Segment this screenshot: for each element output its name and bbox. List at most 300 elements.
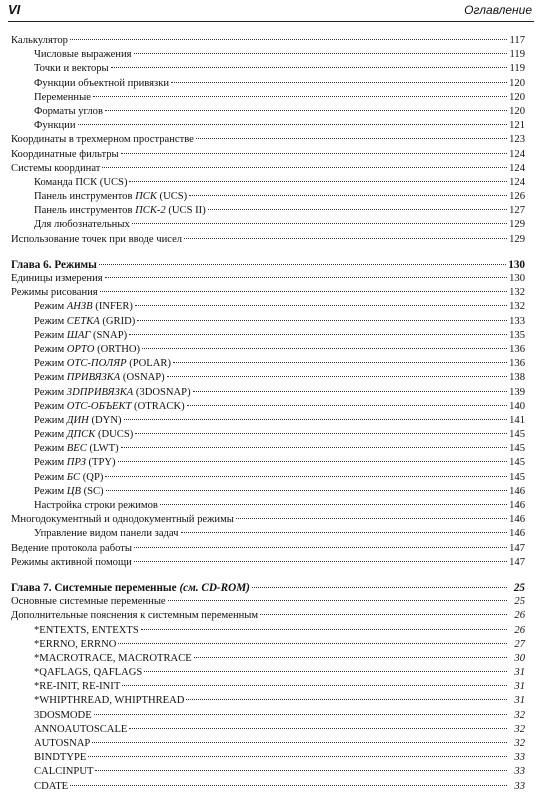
entry-title-part: *WHIPTHREAD, WHIPTHREAD	[34, 695, 185, 707]
entry-title	[11, 258, 97, 272]
page-ref: 129	[509, 219, 525, 231]
toc-subentry	[11, 204, 525, 218]
toc-subentry	[11, 709, 525, 723]
page-ref: 124	[509, 162, 525, 174]
page-ref: 132	[509, 301, 525, 313]
entry-title-part: Команда ПСК (UCS)	[34, 176, 128, 188]
page-ref: 25	[513, 581, 525, 594]
entry-title	[11, 133, 194, 147]
page-ref: 123	[509, 134, 525, 146]
dot-leader	[181, 532, 507, 533]
entry-title	[11, 233, 182, 247]
dot-leader	[173, 362, 507, 363]
entry-title	[34, 105, 103, 119]
dot-leader	[189, 195, 507, 196]
dot-leader	[193, 391, 507, 392]
entry-title-part: *QAFLAGS, QAFLAGS	[34, 667, 143, 679]
page-ref: 140	[509, 400, 525, 412]
entry-title	[11, 581, 250, 595]
page-ref: 135	[509, 329, 525, 341]
entry-title	[34, 694, 184, 708]
entry-title-part: Режим	[34, 372, 67, 384]
toc-subentry	[11, 442, 525, 456]
entry-title	[34, 77, 169, 91]
entry-title-part: CALCINPUT	[34, 766, 94, 778]
dot-leader	[142, 348, 507, 349]
dot-leader	[167, 376, 507, 377]
entry-title-part: AUTOSNAP	[34, 738, 91, 749]
toc-subentry	[11, 329, 525, 343]
page-ref: 124	[509, 148, 525, 160]
entry-title-part: Дополнительные пояснения к системным переменным	[11, 610, 259, 622]
page-ref: 120	[509, 77, 525, 89]
page-ref: 33	[514, 780, 525, 792]
page-ref: 117	[509, 35, 525, 46]
entry-title-part: Калькулятор	[11, 35, 68, 46]
entry-title-part: (ORTHO)	[94, 343, 141, 355]
entry-title-part: (OTRACK)	[131, 400, 185, 412]
entry-title-part: Глава 6. Режимы	[11, 258, 97, 271]
page-ref: 31	[514, 695, 525, 707]
entry-title-part: СЕТКА	[66, 315, 100, 327]
entry-title	[34, 300, 133, 314]
page-ref: 136	[509, 358, 525, 370]
page-ref: 30	[514, 652, 525, 664]
toc-subentry	[11, 400, 525, 414]
entry-title	[34, 357, 171, 371]
page-ref: 120	[509, 105, 525, 117]
entry-title	[34, 119, 76, 133]
entry-title	[34, 751, 86, 765]
entry-title	[34, 638, 116, 652]
toc-subentry	[11, 527, 525, 541]
entry-title-part: *ERRNO, ERRNO	[34, 638, 117, 650]
entry-title-part: Режимы рисования	[11, 287, 98, 299]
entry-title	[34, 400, 185, 414]
dot-leader	[93, 96, 507, 97]
page-ref: 120	[509, 91, 525, 103]
page-ref: 141	[509, 414, 525, 426]
toc-subentry	[11, 386, 525, 400]
entry-title-part: Функции объектной привязки	[34, 77, 170, 89]
dot-leader	[134, 561, 507, 562]
toc-subentry	[11, 62, 525, 76]
toc-subentry	[11, 765, 525, 779]
toc-entry	[11, 162, 525, 176]
entry-title	[34, 499, 158, 513]
entry-title-part: БС	[66, 471, 81, 483]
toc-subentry	[11, 190, 525, 204]
entry-title-part: ДИН	[66, 414, 89, 426]
page-ref: 132	[509, 287, 525, 299]
entry-title	[34, 765, 93, 779]
entry-title-part: (DYN)	[88, 414, 122, 426]
entry-title-part: (OSNAP)	[120, 372, 165, 384]
header-rule	[8, 21, 534, 22]
entry-title-part: Числовые выражения	[34, 49, 132, 61]
toc-subentry	[11, 91, 525, 105]
toc-entry	[11, 133, 525, 147]
page-ref: 145	[509, 457, 525, 469]
page-ref: 31	[514, 681, 525, 693]
page-ref: 32	[514, 738, 525, 749]
toc-subentry	[11, 499, 525, 513]
toc-entry	[11, 233, 525, 247]
entry-title	[34, 91, 91, 105]
page-ref: 146	[509, 500, 525, 511]
toc-subentry	[11, 471, 525, 485]
entry-title-part: (SC)	[80, 485, 104, 497]
dot-leader	[102, 167, 507, 168]
toc-chapter-heading	[11, 581, 525, 595]
section-gap	[11, 247, 525, 258]
dot-leader	[134, 53, 507, 54]
dot-leader	[105, 476, 507, 477]
entry-title-part: Координатные фильтры	[11, 148, 119, 160]
dot-leader	[118, 461, 507, 462]
dot-leader	[236, 518, 507, 519]
entry-title-part: Режим	[34, 301, 67, 313]
dot-leader	[134, 547, 507, 548]
dot-leader	[70, 39, 507, 40]
entry-title-part: Системы координат	[11, 162, 101, 174]
entry-title-part: ПРЗ	[66, 457, 86, 469]
page-ref: 32	[514, 709, 525, 721]
toc-subentry	[11, 652, 525, 666]
entry-title-part: (3DOSNAP)	[133, 386, 191, 398]
entry-title-part: (TPY)	[85, 457, 116, 469]
page-ref: 139	[509, 386, 525, 398]
page-ref: 130	[509, 273, 525, 284]
toc-subentry	[11, 343, 525, 357]
page-ref: 147	[509, 542, 525, 554]
toc-subentry	[11, 666, 525, 680]
toc-chapter-heading	[11, 258, 525, 272]
dot-leader	[118, 643, 507, 644]
toc-entry	[11, 148, 525, 162]
dot-leader	[122, 685, 507, 686]
toc-subentry	[11, 694, 525, 708]
entry-title	[34, 780, 68, 794]
dot-leader	[121, 447, 507, 448]
page-ref: 32	[514, 723, 525, 735]
dot-leader	[100, 291, 507, 292]
entry-title	[34, 527, 179, 541]
dot-leader	[121, 153, 507, 154]
entry-title	[34, 471, 103, 485]
entry-title-part: Режим	[34, 414, 67, 426]
entry-title-part: 3DПРИВЯЗКА	[66, 386, 134, 398]
page-ref: 145	[509, 429, 525, 441]
entry-title-part: (LWT)	[86, 443, 119, 455]
entry-title-part: Панель инструментов	[34, 205, 136, 217]
entry-title	[11, 513, 234, 527]
entry-title	[34, 652, 192, 666]
dot-leader	[208, 209, 507, 210]
page-ref: 124	[509, 176, 525, 188]
dot-leader	[160, 504, 507, 505]
dot-leader	[129, 334, 507, 335]
page-number: VI	[8, 2, 21, 17]
entry-title-part: (SNAP)	[90, 329, 128, 341]
toc-subentry	[11, 737, 525, 751]
dot-leader	[196, 138, 507, 139]
page-ref: 146	[509, 514, 525, 526]
entry-title	[34, 737, 90, 751]
page-ref: 133	[509, 315, 525, 327]
dot-leader	[124, 419, 508, 420]
entry-title-part: Режим	[34, 315, 67, 327]
dot-leader	[106, 490, 507, 491]
dot-leader	[92, 742, 507, 743]
entry-title-part: Использование точек при вводе чисел	[11, 233, 183, 245]
entry-title-part: Режим	[34, 457, 67, 469]
entry-title-part: Настройка строки режимов	[34, 500, 158, 511]
dot-leader	[95, 770, 507, 771]
dot-leader	[132, 223, 507, 224]
entry-title-part: ДПСК	[66, 429, 96, 441]
entry-title-part: Режим	[34, 343, 67, 355]
entry-title-part: Режимы активной помощи	[11, 556, 132, 568]
toc-entry	[11, 286, 525, 300]
dot-leader	[194, 657, 507, 658]
entry-title-part: АНЗВ	[66, 301, 93, 313]
entry-title-part: ШАГ	[66, 329, 91, 341]
entry-title-part: Панель инструментов	[34, 191, 136, 203]
entry-title-part: Координаты в трехмерном пространстве	[11, 134, 194, 146]
entry-title-part: Для любознательных	[34, 219, 130, 231]
page-ref: 146	[509, 485, 525, 497]
entry-title	[11, 542, 132, 556]
toc-subentry	[11, 357, 525, 371]
page-ref: 33	[514, 766, 525, 778]
entry-title-part: Режим	[34, 443, 67, 455]
dot-leader	[105, 110, 507, 111]
entry-title-part: Функции	[34, 120, 76, 132]
toc-subentry	[11, 105, 525, 119]
dot-leader	[94, 714, 507, 715]
entry-title	[11, 34, 68, 48]
entry-title	[34, 190, 187, 204]
page-ref: 147	[509, 556, 525, 568]
page-ref: 119	[509, 63, 525, 75]
toc-entry	[11, 513, 525, 527]
entry-title	[34, 485, 104, 499]
page-ref: 27	[514, 638, 525, 650]
dot-leader	[105, 277, 507, 278]
page-ref: 127	[509, 205, 525, 217]
entry-title	[34, 442, 119, 456]
page-ref: 33	[514, 752, 525, 764]
entry-title	[34, 709, 92, 723]
entry-title	[11, 609, 258, 623]
dot-leader	[88, 756, 507, 757]
entry-title-part: 3DOSMODE	[34, 709, 92, 721]
dot-leader	[137, 320, 507, 321]
entry-title-part: *ENTEXTS, ENTEXTS	[34, 624, 139, 636]
entry-title	[34, 343, 140, 357]
toc-subentry	[11, 119, 525, 133]
toc-entry	[11, 609, 525, 623]
dot-leader	[186, 699, 507, 700]
entry-title-part: ПСК	[135, 191, 157, 203]
toc-subentry	[11, 723, 525, 737]
entry-title-part: Многодокументный и однодокументный режимы	[11, 514, 234, 526]
entry-title-part: (QP)	[80, 471, 104, 483]
toc-entry	[11, 595, 525, 609]
toc-subentry	[11, 414, 525, 428]
dot-leader	[141, 629, 507, 630]
entry-title-part: (UCS II)	[165, 205, 206, 217]
entry-title	[11, 272, 103, 286]
toc-subentry	[11, 300, 525, 314]
table-of-contents	[11, 34, 525, 794]
entry-title	[34, 680, 120, 694]
entry-title	[34, 414, 122, 428]
entry-title-part: Единицы измерения	[11, 273, 103, 284]
entry-title-part: Режим	[34, 471, 67, 483]
entry-title	[34, 371, 165, 385]
entry-title	[34, 428, 133, 442]
page-ref: 136	[509, 343, 525, 355]
dot-leader	[187, 405, 507, 406]
entry-title	[34, 204, 206, 218]
toc-subentry	[11, 624, 525, 638]
entry-title-part: Управление видом панели задач	[34, 528, 179, 540]
dot-leader	[70, 785, 507, 786]
page-ref: 26	[514, 624, 525, 636]
entry-title	[34, 386, 191, 400]
dot-leader	[135, 433, 507, 434]
toc-entry	[11, 556, 525, 570]
toc-entry	[11, 542, 525, 556]
toc-subentry	[11, 48, 525, 62]
toc-subentry	[11, 751, 525, 765]
entry-title	[34, 456, 116, 470]
entry-title-part: Режим	[34, 400, 67, 412]
entry-title-part: ЦВ	[66, 485, 81, 497]
entry-title-part: *MACROTRACE, MACROTRACE	[34, 652, 192, 664]
entry-title-part: CDATE	[34, 780, 69, 792]
dot-leader	[135, 305, 507, 306]
entry-title	[34, 218, 130, 232]
entry-title-part: ОТС-ОБЪЕКТ	[66, 400, 132, 412]
toc-subentry	[11, 456, 525, 470]
entry-title-part: (см. CD-ROM)	[179, 581, 250, 594]
entry-title-part: Ведение протокола работы	[11, 542, 133, 554]
entry-title	[11, 148, 119, 162]
toc-subentry	[11, 218, 525, 232]
entry-title	[34, 48, 132, 62]
entry-title-part: (UCS)	[156, 191, 188, 203]
entry-title	[11, 595, 166, 609]
page-ref: 31	[514, 667, 525, 679]
toc-subentry	[11, 315, 525, 329]
dot-leader	[184, 238, 507, 239]
toc-entry	[11, 272, 525, 286]
dot-leader	[171, 82, 507, 83]
entry-title	[11, 286, 98, 300]
dot-leader	[111, 67, 507, 68]
page-ref: 145	[509, 471, 525, 483]
entry-title-part: (INFER)	[92, 301, 133, 313]
entry-title-part: Основные системные переменные	[11, 596, 166, 608]
entry-title	[34, 329, 127, 343]
page-ref: 121	[509, 120, 525, 132]
page-ref: 145	[509, 443, 525, 455]
entry-title-part: Режим	[34, 429, 67, 441]
page-ref: 129	[509, 233, 525, 245]
toc-subentry	[11, 77, 525, 91]
page-ref: 146	[509, 528, 525, 540]
dot-leader	[260, 614, 507, 615]
entry-title-part: Форматы углов	[34, 105, 103, 117]
page-ref: 126	[509, 191, 525, 203]
page-ref: 138	[509, 372, 525, 384]
entry-title-part: Режим	[34, 386, 67, 398]
page-ref: 130	[508, 258, 525, 271]
entry-title-part: Режим	[34, 485, 67, 497]
toc-subentry	[11, 780, 525, 794]
entry-title	[34, 62, 109, 76]
dot-leader	[168, 600, 507, 601]
entry-title-part: Переменные	[34, 91, 91, 103]
entry-title-part: *RE-INIT, RE-INIT	[34, 681, 121, 693]
dot-leader	[129, 181, 507, 182]
toc-subentry	[11, 176, 525, 190]
entry-title-part: ВЕС	[66, 443, 87, 455]
entry-title-part: ОТС-ПОЛЯР	[66, 358, 127, 370]
entry-title-part: Глава 7. Системные переменные	[11, 581, 180, 594]
entry-title	[11, 556, 132, 570]
toc-subentry	[11, 428, 525, 442]
entry-title-part: Режим	[34, 358, 67, 370]
page-ref: 26	[514, 610, 525, 622]
dot-leader	[144, 671, 507, 672]
entry-title-part: ПРИВЯЗКА	[66, 372, 121, 384]
entry-title	[34, 315, 135, 329]
entry-title-part: BINDTYPE	[34, 752, 87, 764]
dot-leader	[99, 264, 506, 265]
entry-title-part: ПСК-2	[135, 205, 166, 217]
page-header	[8, 0, 534, 26]
entry-title	[34, 666, 142, 680]
entry-title	[34, 176, 127, 190]
dot-leader	[252, 587, 507, 588]
entry-title	[34, 723, 127, 737]
dot-leader	[129, 728, 507, 729]
entry-title-part: Точки и векторы	[34, 63, 109, 75]
entry-title	[11, 162, 100, 176]
dot-leader	[78, 124, 508, 125]
page-ref: 119	[509, 49, 525, 61]
running-title: Оглавление	[464, 3, 532, 17]
entry-title-part: (GRID)	[99, 315, 136, 327]
entry-title-part: (POLAR)	[126, 358, 172, 370]
entry-title-part: (DUCS)	[95, 429, 134, 441]
page-ref: 25	[514, 596, 525, 608]
entry-title-part: ОРТО	[66, 343, 95, 355]
toc-subentry	[11, 638, 525, 652]
toc-entry	[11, 34, 525, 48]
toc-subentry	[11, 371, 525, 385]
toc-subentry	[11, 680, 525, 694]
entry-title	[34, 624, 139, 638]
section-gap	[11, 570, 525, 581]
toc-subentry	[11, 485, 525, 499]
entry-title-part: ANNOAUTOSCALE	[34, 723, 128, 735]
entry-title-part: Режим	[34, 329, 67, 341]
